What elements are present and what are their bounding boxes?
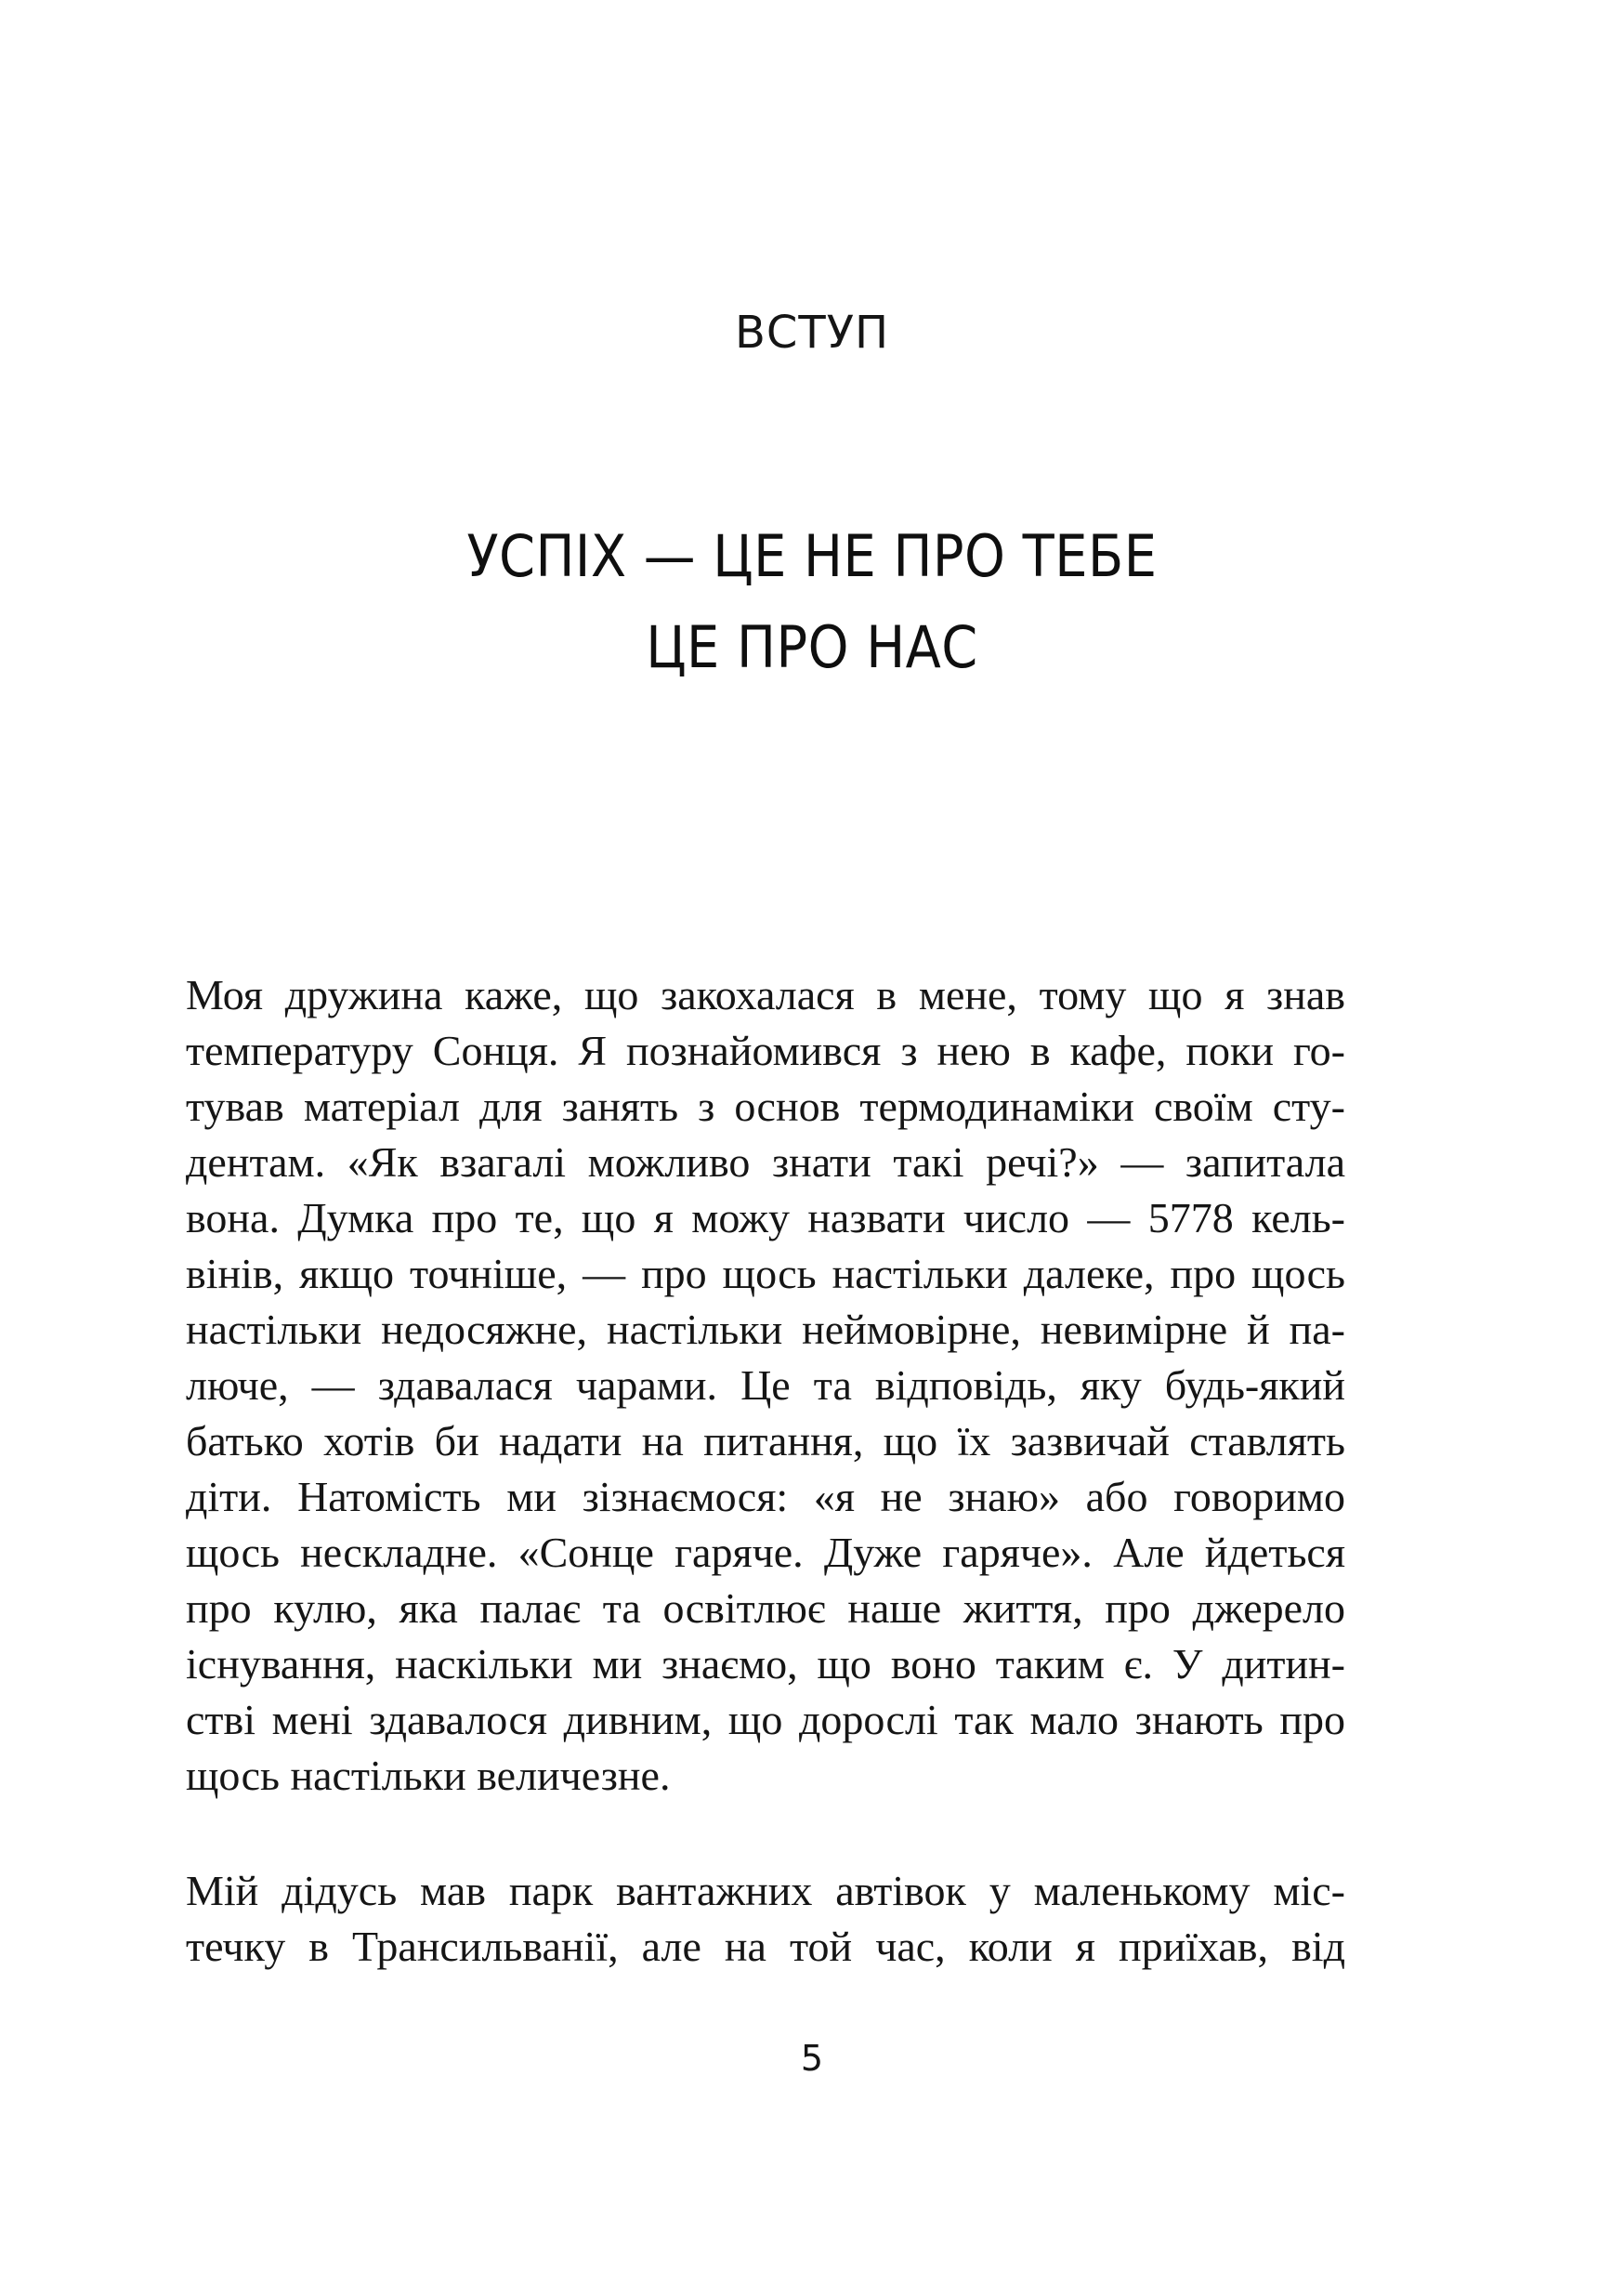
text-line: діти. Натомість ми зізнаємося: «я не знаю» або говоримо [186,1473,1345,1520]
text-line: щось настільки величезне. [186,1752,671,1799]
body-paragraph-1 [186,967,1345,1804]
page-number: 5 [800,2038,824,2079]
chapter-title-line-1: УСПІХ — ЦЕ НЕ ПРО ТЕБЕ [466,522,1158,590]
chapter-title [0,511,1624,693]
text-line: вінів, якщо точніше, — про щось настільки далеке, про щось [186,1250,1345,1297]
body-paragraph-2 [186,1863,1345,1975]
text-line: дентам. «Як взагалі можливо знати такі речі?» — запитала [186,1138,1345,1186]
text-line: Мій дідусь мав парк вантажних автівок у маленькому міс- [186,1867,1345,1914]
text-line: про кулю, яка палає та освітлює наше життя, про джерело [186,1584,1345,1632]
text-line: настільки недосяжне, настільки неймовірне, невимірне й па- [186,1306,1345,1353]
text-line: Моя дружина каже, що закохалася в мене, тому що я знав [186,971,1345,1018]
text-line: стві мені здавалося дивним, що дорослі так мало знають про [186,1696,1345,1743]
text-line: течку в Трансильванії, але на той час, коли я приїхав, від [186,1923,1345,1970]
text-line: існування, наскільки ми знаємо, що воно таким є. У дитин- [186,1640,1345,1688]
text-line: батько хотів би надати на питання, що їх зазвичай ставлять [186,1417,1345,1464]
text-line: тував матеріал для занять з основ термодинаміки своїм сту- [186,1083,1345,1130]
text-line: вона. Думка про те, що я можу назвати число — 5778 кель- [186,1194,1345,1241]
text-line: щось нескладне. «Сонце гаряче. Дуже гаряче». Але йдеться [186,1529,1345,1576]
text-line: люче, — здавалася чарами. Це та відповідь, яку будь-який [186,1361,1345,1409]
section-label: ВСТУП [734,307,890,359]
text-line: температуру Сонця. Я познайомився з нею в кафе, поки го- [186,1027,1345,1074]
chapter-title-line-2: ЦЕ ПРО НАС [646,613,978,681]
